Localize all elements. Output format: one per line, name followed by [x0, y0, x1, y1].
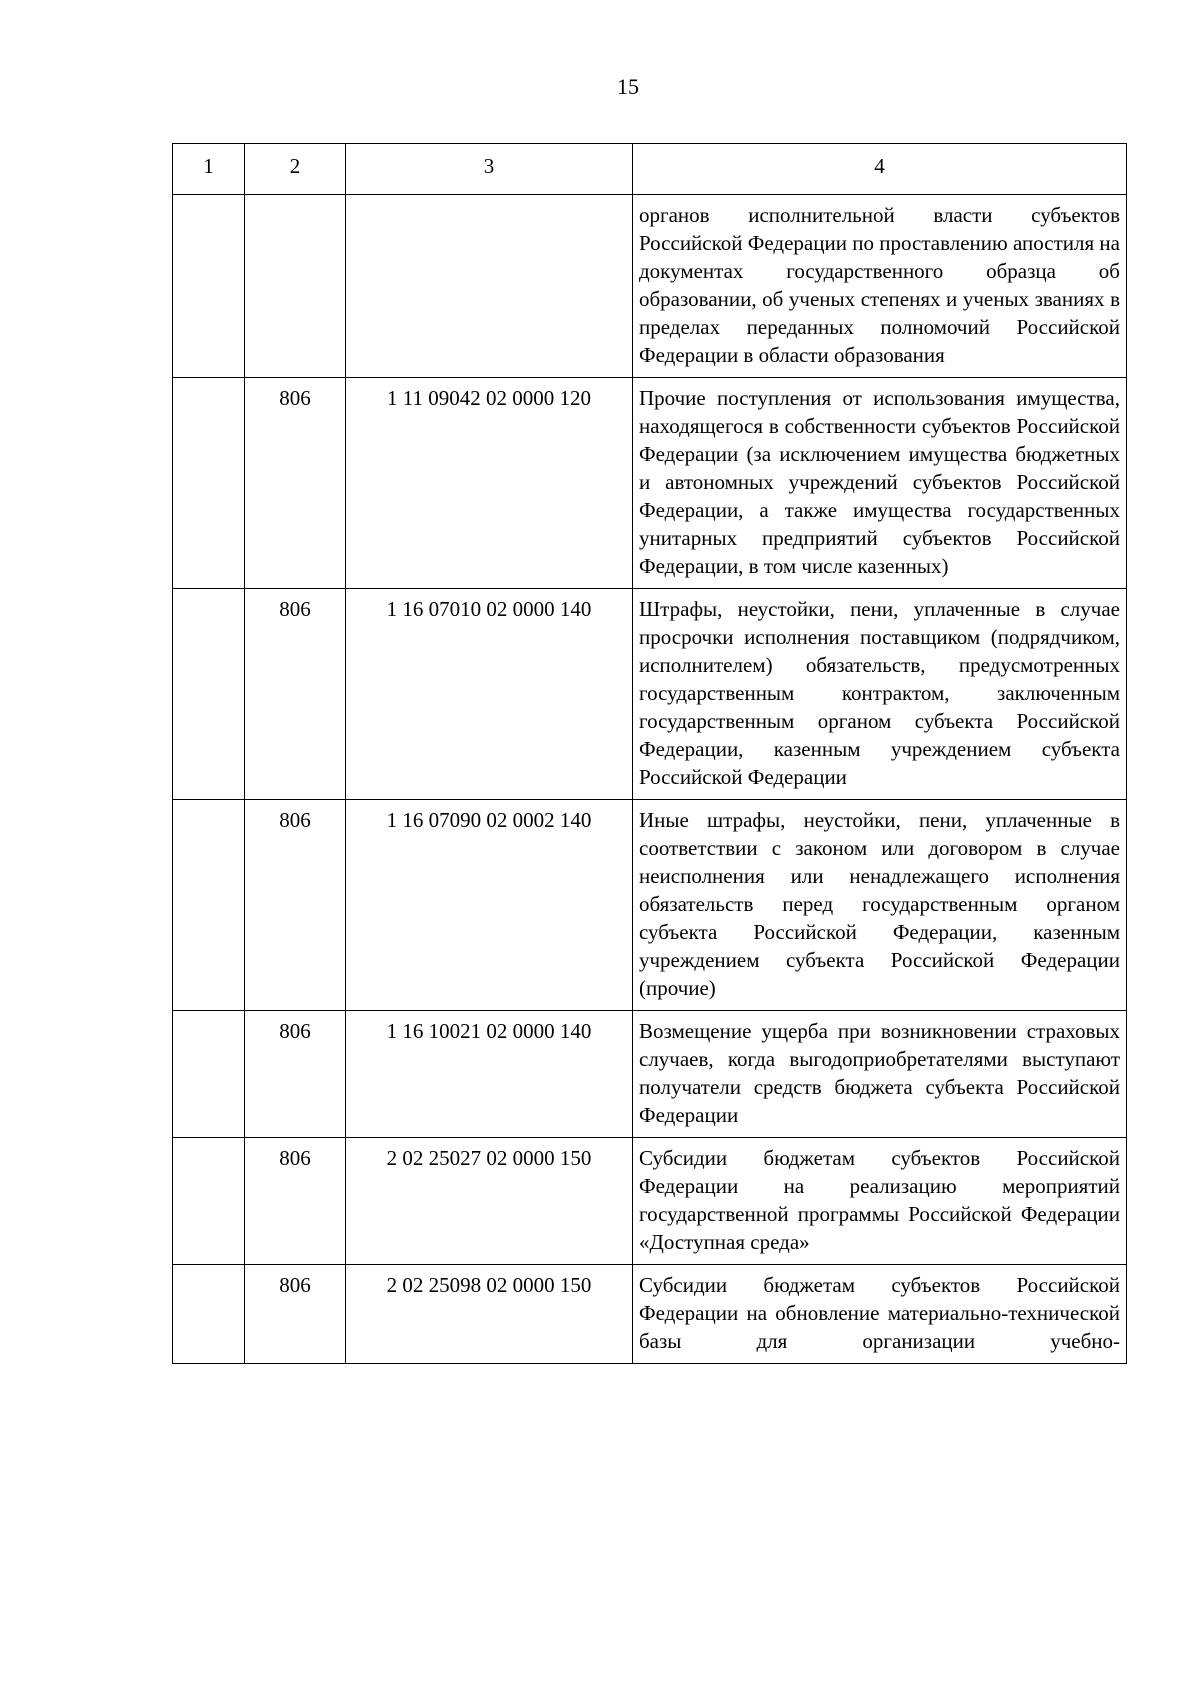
budget-classification-code-cell: 2 02 25098 02 0000 150 — [346, 1265, 633, 1364]
table-row — [173, 1011, 1127, 1138]
row-number-cell — [173, 1011, 245, 1138]
revenue-description-cell: Возмещение ущерба при возникновении страховых случаев, когда выгодоприобретателями выступают получатели средств бюджета субъекта Российской Федерации — [633, 1011, 1127, 1138]
table-header — [173, 144, 1127, 195]
row-number-cell — [173, 1265, 245, 1364]
revenue-codes-table — [172, 143, 1127, 1364]
budget-classification-code-cell: 1 16 07090 02 0002 140 — [346, 800, 633, 1011]
table-row — [173, 800, 1127, 1011]
header-row — [173, 144, 1127, 195]
page-number: 15 — [617, 74, 639, 99]
row-number-cell — [173, 195, 245, 378]
admin-code-cell: 806 — [245, 1265, 346, 1364]
budget-classification-code-cell: 2 02 25027 02 0000 150 — [346, 1138, 633, 1265]
revenue-description-cell: Субсидии бюджетам субъектов Российской Федерации на реализацию мероприятий государственной программы Российской Федерации «Доступная среда» — [633, 1138, 1127, 1265]
row-number-cell — [173, 800, 245, 1011]
header-col-1: 1 — [173, 144, 245, 195]
admin-code-cell: 806 — [245, 1011, 346, 1138]
revenue-description-cell: Штрафы, неустойки, пени, уплаченные в случае просрочки исполнения поставщиком (подрядчиком, исполнителем) обязательств, предусмотренных государственным контрактом, заключенным государственным органом субъекта Российской Федерации, казенным учреждением субъекта Российской Федерации — [633, 589, 1127, 800]
table-row — [173, 1138, 1127, 1265]
budget-classification-code-cell: 1 16 10021 02 0000 140 — [346, 1011, 633, 1138]
header-col-4: 4 — [633, 144, 1127, 195]
budget-classification-code-cell: 1 16 07010 02 0000 140 — [346, 589, 633, 800]
admin-code-cell: 806 — [245, 378, 346, 589]
admin-code-cell — [245, 195, 346, 378]
revenue-description-cell: Иные штрафы, неустойки, пени, уплаченные в соответствии с законом или договором в случае неисполнения или ненадлежащего исполнения обязательств перед государственным органом субъекта Российской Федерации, казенным учреждением субъекта Российской Федерации (прочие) — [633, 800, 1127, 1011]
table-row — [173, 378, 1127, 589]
table-row — [173, 195, 1127, 378]
header-col-2: 2 — [245, 144, 346, 195]
header-col-3: 3 — [346, 144, 633, 195]
admin-code-cell: 806 — [245, 800, 346, 1011]
admin-code-cell: 806 — [245, 1138, 346, 1265]
row-number-cell — [173, 1138, 245, 1265]
row-number-cell — [173, 378, 245, 589]
revenue-description-cell: Прочие поступления от использования имущества, находящегося в собственности субъектов Российской Федерации (за исключением имущества бюджетных и автономных учреждений субъектов Российской Федерации, а также имущества государственных унитарных предприятий субъектов Российской Федерации, в том числе казенных) — [633, 378, 1127, 589]
table-body — [173, 195, 1127, 1364]
budget-classification-code-cell: 1 11 09042 02 0000 120 — [346, 378, 633, 589]
budget-classification-code-cell — [346, 195, 633, 378]
table-row — [173, 589, 1127, 800]
admin-code-cell: 806 — [245, 589, 346, 800]
revenue-description-cell: органов исполнительной власти субъектов Российской Федерации по проставлению апостиля на документах государственного образца об образовании, об ученых степенях и ученых званиях в пределах переданных полномочий Российской Федерации в области образования — [633, 195, 1127, 378]
row-number-cell — [173, 589, 245, 800]
revenue-description-cell: Субсидии бюджетам субъектов Российской Федерации на обновление материально-технической базы для организации учебно- — [633, 1265, 1127, 1364]
table-row — [173, 1265, 1127, 1364]
